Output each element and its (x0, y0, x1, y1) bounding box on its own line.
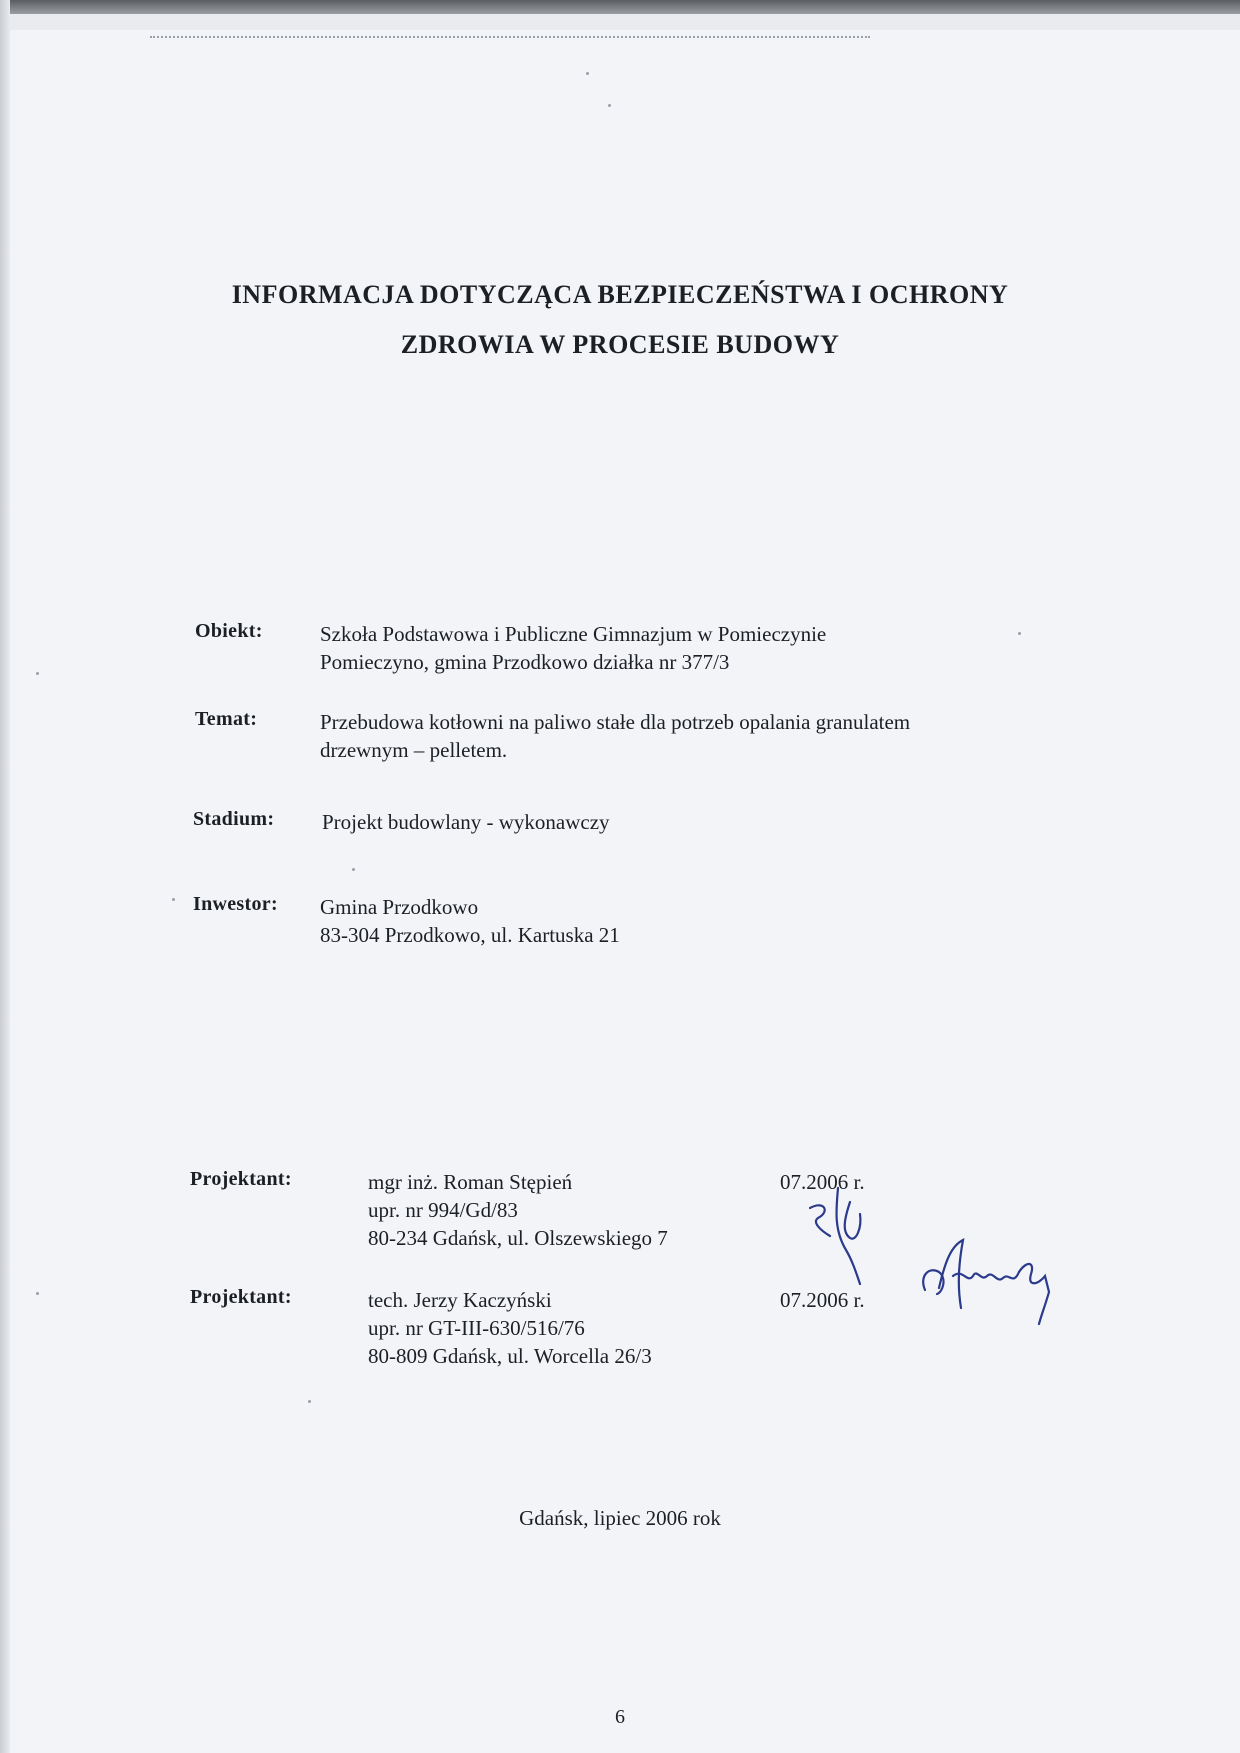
stadium-value: Projekt budowlany - wykonawczy (322, 810, 610, 834)
inwestor-line-2: 83-304 Przodkowo, ul. Kartuska 21 (320, 923, 620, 947)
scan-top-edge (0, 0, 1240, 14)
scan-speck (36, 1292, 39, 1295)
inwestor-line-1: Gmina Przodkowo (320, 895, 479, 919)
obiekt-line-2: Pomieczyno, gmina Przodkowo działka nr 377/3 (320, 650, 730, 674)
scan-artifact-line (150, 36, 870, 38)
projektant-1-name: mgr inż. Roman Stępień (368, 1170, 573, 1194)
stadium-label: Stadium: (193, 808, 275, 830)
projektant-1-date: 07.2006 r. (780, 1170, 865, 1194)
scan-speck (308, 1400, 311, 1403)
scan-speck (586, 72, 589, 75)
place-date: Gdańsk, lipiec 2006 rok (519, 1506, 721, 1530)
title-line-1: INFORMACJA DOTYCZĄCA BEZPIECZEŃSTWA I OCHRONY (231, 280, 1009, 309)
page-number: 6 (615, 1706, 625, 1728)
projektant-2-name: tech. Jerzy Kaczyński (368, 1288, 552, 1312)
scan-left-edge (0, 0, 10, 1753)
scan-speck (1018, 632, 1021, 635)
scan-speck (36, 672, 39, 675)
title-line-2: ZDROWIA W PROCESIE BUDOWY (400, 330, 840, 359)
temat-line-1: Przebudowa kotłowni na paliwo stałe dla potrzeb opalania granulatem (320, 710, 911, 734)
projektant-1-license: upr. nr 994/Gd/83 (368, 1198, 518, 1222)
signature-2-image (915, 1232, 1065, 1332)
scan-speck (172, 898, 175, 901)
projektant-2-address: 80-809 Gdańsk, ul. Worcella 26/3 (368, 1344, 652, 1368)
projektant-2-date: 07.2006 r. (780, 1288, 865, 1312)
temat-label: Temat: (195, 708, 258, 730)
temat-line-2: drzewnym – pelletem. (320, 738, 508, 762)
obiekt-line-1: Szkoła Podstawowa i Publiczne Gimnazjum w Pomieczynie (320, 622, 827, 646)
projektant-2-label: Projektant: (190, 1286, 292, 1308)
scan-speck (608, 104, 611, 107)
projektant-2-license: upr. nr GT-III-630/516/76 (368, 1316, 585, 1340)
projektant-1-address: 80-234 Gdańsk, ul. Olszewskiego 7 (368, 1226, 668, 1250)
obiekt-label: Obiekt: (195, 620, 263, 642)
scan-speck (352, 868, 355, 871)
inwestor-label: Inwestor: (193, 893, 278, 915)
signature-1-image (790, 1180, 900, 1290)
projektant-1-label: Projektant: (190, 1168, 292, 1190)
